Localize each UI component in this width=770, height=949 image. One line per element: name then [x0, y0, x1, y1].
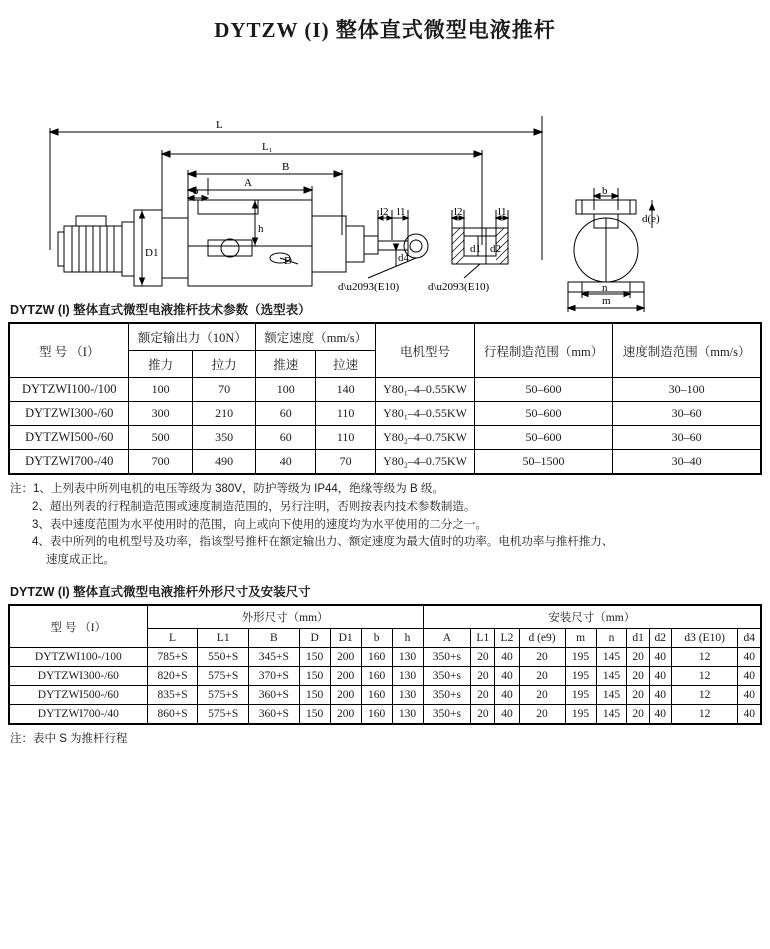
dim-model: DYTZWI300-/60	[9, 667, 147, 686]
table-row	[9, 667, 761, 686]
dim-value-L2: 40	[495, 705, 519, 725]
table-row	[9, 450, 761, 475]
dim-value-b: 160	[361, 705, 392, 725]
dim-value-A: 350+s	[423, 705, 471, 725]
label-A: A	[244, 177, 252, 189]
dim-value-n: 145	[596, 705, 627, 725]
label-D1: D1	[145, 247, 159, 259]
label-b-left: b	[193, 185, 199, 197]
dim-value-L: 860+S	[147, 705, 198, 725]
label-dx-left: d\u2093(E10)	[338, 281, 400, 293]
dim-col-b: b	[361, 629, 392, 648]
dim-value-D1: 200	[330, 705, 361, 725]
spec-header-rated-output: 额定输出力（10N）	[129, 323, 256, 351]
spec-push-speed: 60	[256, 402, 316, 426]
dim-value-d4: 40	[738, 686, 761, 705]
dim-value-L2: 40	[495, 667, 519, 686]
table-row	[9, 705, 761, 725]
dim-value-d3: 12	[671, 686, 738, 705]
label-d1: d1	[470, 243, 481, 255]
note-5: 速度成正比。	[46, 554, 115, 567]
dim-value-L: 785+S	[147, 648, 198, 667]
dim-col-A: A	[423, 629, 471, 648]
page-title: DYTZW (I) 整体直式微型电液推杆	[214, 18, 556, 42]
dimension-table	[8, 604, 762, 725]
dim-value-d1: 20	[627, 648, 649, 667]
dim-section-caption: DYTZW (I) 整体直式微型电液推杆外形尺寸及安装尺寸	[10, 585, 311, 600]
dim-value-d: 20	[519, 648, 565, 667]
spec-pull-force: 350	[192, 426, 255, 450]
dim-value-d3: 12	[671, 648, 738, 667]
dim-value-L1m: 20	[471, 667, 495, 686]
spec-notes	[8, 475, 762, 572]
label-h: h	[258, 223, 264, 235]
spec-motor: Y80₁–4–0.55KW	[376, 402, 475, 426]
spec-push-force: 500	[129, 426, 192, 450]
spec-pull-force: 490	[192, 450, 255, 475]
technical-drawing	[12, 50, 758, 307]
dim-value-L1m: 20	[471, 686, 495, 705]
dim-value-d1: 20	[627, 667, 649, 686]
note-2: 2、超出列表的行程制造范围或速度制造范围的，另行注明，否则按表内技术参数制造。	[32, 500, 476, 513]
dim-col-L2: L2	[495, 629, 519, 648]
table-row	[9, 378, 761, 402]
dim-value-h: 130	[392, 705, 423, 725]
dim-value-m: 195	[565, 648, 596, 667]
label-B: B	[282, 161, 290, 173]
label-l1-right: l1	[498, 206, 507, 218]
dim-col-d3-E10: d3 (E10)	[671, 629, 738, 648]
dim-note: 注：表中 S 为推杆行程	[10, 733, 128, 746]
spec-speed-range: 30–60	[613, 402, 761, 426]
dim-value-d3: 12	[671, 667, 738, 686]
dim-value-b: 160	[361, 648, 392, 667]
spec-header-push-force: 推力	[129, 351, 192, 378]
spec-push-force: 300	[129, 402, 192, 426]
spec-stroke-range: 50–600	[474, 378, 612, 402]
dim-col-L: L	[147, 629, 198, 648]
spec-motor: Y80₂–4–0.75KW	[376, 426, 475, 450]
dim-value-d4: 40	[738, 648, 761, 667]
spec-table	[8, 322, 762, 475]
dim-value-L: 835+S	[147, 686, 198, 705]
dim-header-model: 型 号 （I）	[9, 605, 147, 648]
dim-value-D1: 200	[330, 686, 361, 705]
spec-header-motor-model: 电机型号	[376, 323, 475, 378]
dim-value-d: 20	[519, 686, 565, 705]
dim-value-D: 150	[299, 686, 330, 705]
spec-motor: Y80₁–4–0.55KW	[376, 378, 475, 402]
spec-header-pull-speed: 拉速	[316, 351, 376, 378]
dim-value-D: 150	[299, 648, 330, 667]
label-b-right: b	[602, 185, 608, 197]
dim-value-A: 350+s	[423, 667, 471, 686]
dim-col-d4: d4	[738, 629, 761, 648]
label-l2-left: l2	[380, 206, 389, 218]
dim-col-m: m	[565, 629, 596, 648]
dim-value-L2: 40	[495, 686, 519, 705]
spec-speed-range: 30–60	[613, 426, 761, 450]
dim-col-D1: D1	[330, 629, 361, 648]
dim-col-d-e9: d (e9)	[519, 629, 565, 648]
spec-stroke-range: 50–600	[474, 426, 612, 450]
dim-value-d2: 40	[649, 686, 671, 705]
spec-push-force: 700	[129, 450, 192, 475]
dim-value-L1: 550+S	[198, 648, 249, 667]
label-n: n	[602, 282, 608, 294]
spec-header-pull-force: 拉力	[192, 351, 255, 378]
table-row	[9, 686, 761, 705]
label-D: D	[284, 255, 292, 267]
table-row	[9, 426, 761, 450]
dim-value-d2: 40	[649, 648, 671, 667]
label-d4: d4	[398, 252, 409, 264]
dim-col-h: h	[392, 629, 423, 648]
label-l2-right: l2	[454, 206, 463, 218]
dim-value-m: 195	[565, 705, 596, 725]
dim-value-L2: 40	[495, 648, 519, 667]
dim-value-B: 345+S	[249, 648, 300, 667]
label-l1-left: l1	[397, 206, 406, 218]
dim-col-L1: L1	[198, 629, 249, 648]
dim-col-L1m: L1	[471, 629, 495, 648]
spec-model: DYTZWI500-/60	[9, 426, 129, 450]
dim-value-m: 195	[565, 686, 596, 705]
dim-value-n: 145	[596, 686, 627, 705]
dim-value-b: 160	[361, 667, 392, 686]
table-row	[9, 402, 761, 426]
spec-motor: Y80₂–4–0.75KW	[376, 450, 475, 475]
label-d2: d2	[490, 243, 501, 255]
spec-push-speed: 60	[256, 426, 316, 450]
spec-header-push-speed: 推速	[256, 351, 316, 378]
dim-value-d3: 12	[671, 705, 738, 725]
dim-value-D: 150	[299, 667, 330, 686]
dim-value-b: 160	[361, 686, 392, 705]
note-4: 4、表中所列的电机型号及功率，指该型号推杆在额定输出力、额定速度为最大值时的功率。电机功率与推杆推力、	[32, 536, 614, 549]
spec-pull-force: 70	[192, 378, 255, 402]
spec-push-speed: 100	[256, 378, 316, 402]
dim-value-m: 195	[565, 667, 596, 686]
dim-model: DYTZWI500-/60	[9, 686, 147, 705]
dim-col-D: D	[299, 629, 330, 648]
spec-pull-speed: 110	[316, 426, 376, 450]
dim-value-L1m: 20	[471, 705, 495, 725]
spec-model: DYTZWI700-/40	[9, 450, 129, 475]
dim-value-n: 145	[596, 648, 627, 667]
spec-speed-range: 30–40	[613, 450, 761, 475]
spec-pull-speed: 70	[316, 450, 376, 475]
dim-value-d4: 40	[738, 667, 761, 686]
label-dx-right: d\u2093(E10)	[428, 281, 490, 293]
spec-pull-speed: 110	[316, 402, 376, 426]
dim-value-h: 130	[392, 686, 423, 705]
spec-stroke-range: 50–600	[474, 402, 612, 426]
spec-header-rated-speed: 额定速度（mm/s）	[256, 323, 376, 351]
dim-value-D: 150	[299, 705, 330, 725]
dim-value-d1: 20	[627, 686, 649, 705]
dim-value-B: 360+S	[249, 686, 300, 705]
dim-value-d2: 40	[649, 667, 671, 686]
spec-stroke-range: 50–1500	[474, 450, 612, 475]
dim-col-d1: d1	[627, 629, 649, 648]
note-1: 注：1、上列表中所列电机的电压等级为 380V，防护等级为 IP44，绝缘等级为 B 级。	[10, 483, 444, 495]
spec-push-speed: 40	[256, 450, 316, 475]
dim-value-d: 20	[519, 705, 565, 725]
dim-col-B: B	[249, 629, 300, 648]
spec-push-force: 100	[129, 378, 192, 402]
spec-header-stroke-range: 行程制造范围（mm）	[474, 323, 612, 378]
label-de: d(e)	[642, 213, 660, 225]
table-row	[9, 648, 761, 667]
dim-value-L: 820+S	[147, 667, 198, 686]
dim-value-L1: 575+S	[198, 686, 249, 705]
label-m: m	[602, 295, 611, 307]
dim-value-A: 350+s	[423, 648, 471, 667]
dim-value-B: 360+S	[249, 705, 300, 725]
dim-value-h: 130	[392, 667, 423, 686]
spec-speed-range: 30–100	[613, 378, 761, 402]
dim-header-row-1	[9, 605, 761, 629]
dim-value-d2: 40	[649, 705, 671, 725]
dim-value-D1: 200	[330, 667, 361, 686]
spec-pull-force: 210	[192, 402, 255, 426]
spec-header-speed-range: 速度制造范围（mm/s）	[613, 323, 761, 378]
dim-value-d1: 20	[627, 705, 649, 725]
spec-header-model: 型 号 （I）	[9, 323, 129, 378]
dim-value-D1: 200	[330, 648, 361, 667]
drawing-svg	[12, 50, 766, 307]
dim-model: DYTZWI100-/100	[9, 648, 147, 667]
label-L: L	[216, 119, 223, 131]
dim-value-h: 130	[392, 648, 423, 667]
dim-model: DYTZWI700-/40	[9, 705, 147, 725]
dim-value-A: 350+s	[423, 686, 471, 705]
dim-col-n: n	[596, 629, 627, 648]
dim-col-d2: d2	[649, 629, 671, 648]
dim-value-d4: 40	[738, 705, 761, 725]
dim-header-mounting: 安装尺寸（mm）	[423, 605, 761, 629]
spec-section-caption: DYTZW (I) 整体直式微型电液推杆技术参数（选型表）	[10, 303, 311, 317]
spec-model: DYTZWI100-/100	[9, 378, 129, 402]
dim-value-L1: 575+S	[198, 667, 249, 686]
dim-value-L1: 575+S	[198, 705, 249, 725]
dim-value-d: 20	[519, 667, 565, 686]
spec-model: DYTZWI300-/60	[9, 402, 129, 426]
note-3: 3、表中速度范围为水平使用时的范围，向上或向下使用的速度均为水平使用的二分之一。	[32, 518, 487, 531]
label-L1: L₁	[262, 141, 273, 153]
dim-value-L1m: 20	[471, 648, 495, 667]
spec-pull-speed: 140	[316, 378, 376, 402]
dim-value-n: 145	[596, 667, 627, 686]
dim-value-B: 370+S	[249, 667, 300, 686]
spec-header-row-1	[9, 323, 761, 351]
dim-header-outline: 外形尺寸（mm）	[147, 605, 423, 629]
